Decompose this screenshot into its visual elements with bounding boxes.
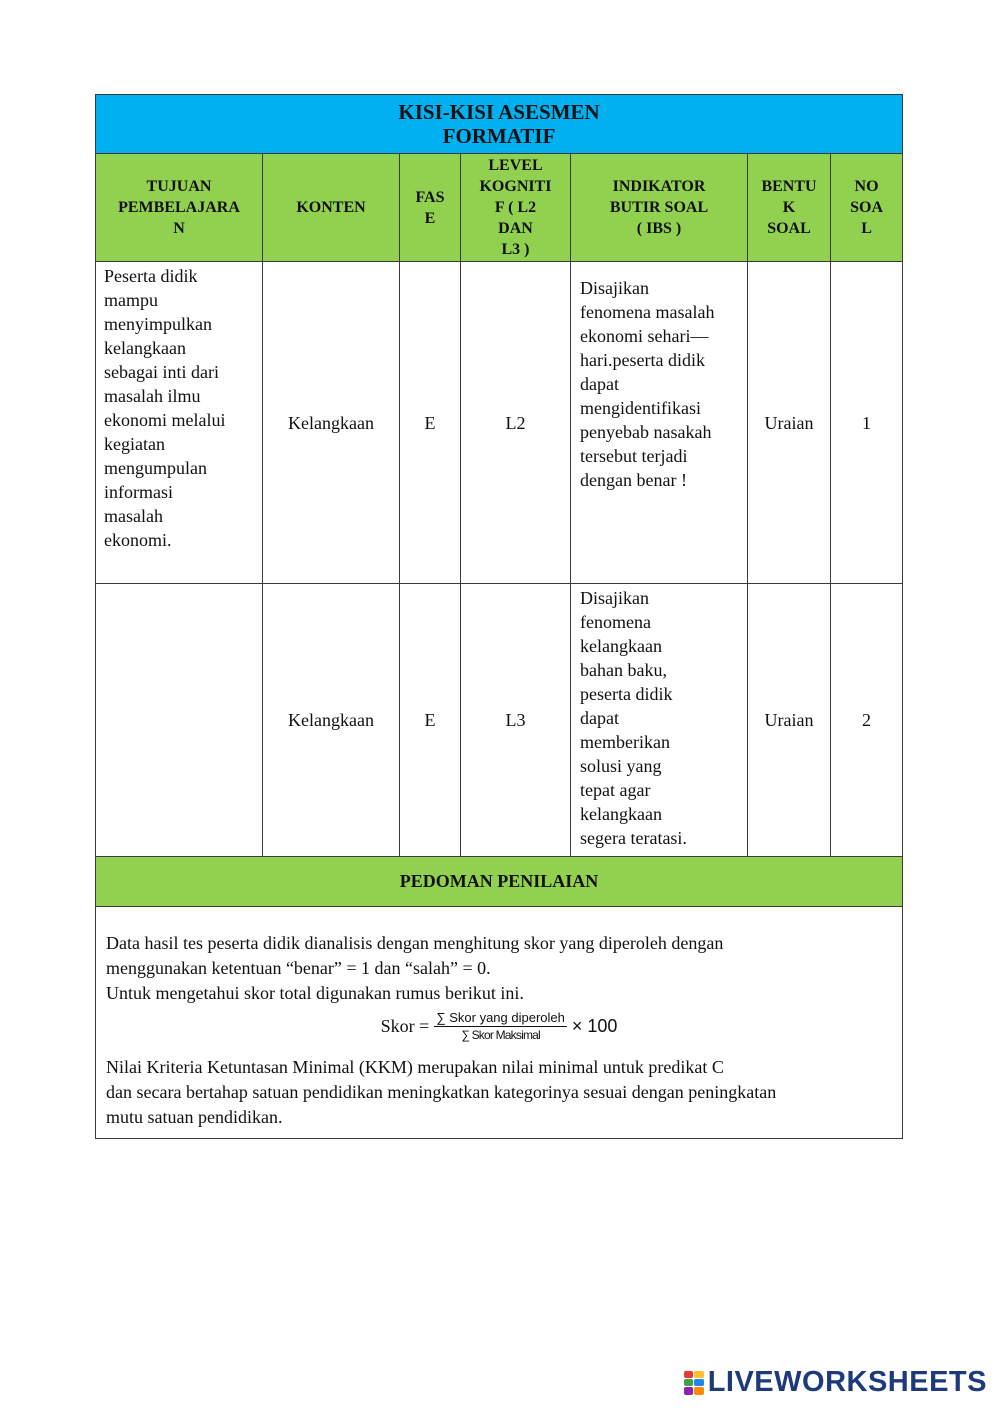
text-line: mengidentifikasi (580, 398, 701, 418)
text-line: ekonomi melalui (104, 410, 226, 430)
text-line: fenomena (580, 612, 651, 632)
text-line: menggunakan ketentuan “benar” = 1 dan “salah” = 0. (106, 958, 491, 978)
text-line: dapat (580, 708, 619, 728)
text-line: N (173, 220, 185, 237)
row-1-fase: E (400, 262, 461, 584)
header-indikator (571, 154, 748, 262)
text-line: L (861, 220, 872, 237)
text-line: KONTEN (296, 199, 366, 216)
text-line: bahan baku, (580, 660, 667, 680)
text-line: SOAL (767, 220, 811, 237)
text-line: Nilai Kriteria Ketuntasan Minimal (KKM) merupakan nilai minimal untuk predikat C (106, 1057, 724, 1077)
title-line-1: KISI-KISI ASESMEN (398, 100, 600, 124)
table-title (96, 95, 903, 154)
row-1-indikator (571, 262, 748, 584)
row-2-indikator (571, 584, 748, 857)
row-2-konten: Kelangkaan (263, 584, 400, 857)
row-2-bentuk: Uraian (748, 584, 831, 857)
header-tujuan (96, 154, 263, 262)
row-2-level: L3 (461, 584, 571, 857)
text-line: penyebab nasakah (580, 422, 712, 442)
text-line: DAN (498, 220, 533, 237)
text-line: kelangkaan (580, 636, 662, 656)
header-row (96, 154, 903, 262)
pedoman-body (96, 907, 903, 1139)
logo-tile (684, 1371, 694, 1378)
logo-tile (684, 1387, 694, 1394)
assessment-grid-sheet (95, 94, 902, 1139)
text-line: F ( L2 (494, 199, 537, 216)
text-line: INDIKATOR (612, 178, 706, 195)
header-level (461, 154, 571, 262)
row-2-no: 2 (831, 584, 903, 857)
text-line: dan secara bertahap satuan pendidikan meningkatkan kategorinya sesuai dengan peningkatan (106, 1082, 777, 1102)
text-line: KOGNITI (479, 178, 552, 195)
text-line: K (782, 199, 796, 216)
text-line: Peserta didik (104, 266, 198, 286)
pedoman-title: PEDOMAN PENILAIAN (96, 857, 903, 907)
text-line: segera teratasi. (580, 828, 687, 848)
text-line: memberikan (580, 732, 670, 752)
text-line: mengumpulan (104, 458, 207, 478)
pedoman-paragraph-1 (106, 931, 892, 1006)
text-line: ekonomi. (104, 530, 172, 550)
score-formula (106, 1010, 892, 1043)
liveworksheets-logo-icon (684, 1371, 704, 1395)
header-fase (400, 154, 461, 262)
text-line: Disajikan (580, 278, 649, 298)
header-konten (263, 154, 400, 262)
kisi-kisi-table (95, 94, 903, 1139)
text-line: Data hasil tes peserta didik dianalisis dengan menghitung skor yang diperoleh dengan (106, 933, 724, 953)
text-line: masalah (104, 506, 163, 526)
brand-text: LIVEWORKSHEETS (707, 1366, 987, 1398)
header-bentuk (748, 154, 831, 262)
text-line: ( IBS ) (636, 220, 682, 237)
text-line: TUJUAN (146, 178, 212, 195)
text-line: solusi yang (580, 756, 662, 776)
text-line: mutu satuan pendidikan. (106, 1107, 283, 1127)
table-row (96, 262, 903, 584)
text-line: LEVEL (488, 157, 543, 174)
table-row (96, 584, 903, 857)
formula-multiplier: × 100 (571, 1016, 618, 1036)
title-line-2: FORMATIF (442, 124, 556, 148)
text-line: fenomena masalah (580, 302, 715, 322)
text-line: FAS (415, 188, 445, 206)
text-line: menyimpulkan (104, 314, 212, 334)
text-line: hari.peserta didik (580, 350, 705, 370)
liveworksheets-brand[interactable] (684, 1366, 987, 1399)
text-line: tersebut terjadi (580, 446, 688, 466)
text-line: kegiatan (104, 434, 165, 454)
formula-numerator: ∑ Skor yang diperoleh (436, 1010, 565, 1025)
text-line: L3 ) (501, 241, 530, 258)
formula-denominator: ∑ Skor Maksimal (461, 1028, 540, 1042)
row-1-konten: Kelangkaan (263, 262, 400, 584)
text-line: mampu (104, 290, 158, 310)
header-no (831, 154, 903, 262)
text-line: SOA (850, 199, 883, 216)
pedoman-paragraph-2 (106, 1055, 892, 1130)
text-line: Disajikan (580, 588, 649, 608)
text-line: dapat (580, 374, 619, 394)
text-line: kelangkaan (580, 804, 662, 824)
text-line: PEMBELAJARA (118, 199, 240, 216)
logo-tile (684, 1379, 694, 1386)
logo-tile (694, 1387, 704, 1394)
text-line: Untuk mengetahui skor total digunakan rumus berikut ini. (106, 983, 524, 1003)
text-line: dengan benar ! (580, 470, 687, 490)
logo-tile (694, 1379, 704, 1386)
text-line: BENTU (761, 178, 817, 195)
row-1-level: L2 (461, 262, 571, 584)
row-1-no: 1 (831, 262, 903, 584)
text-line: kelangkaan (104, 338, 186, 358)
text-line: peserta didik (580, 684, 673, 704)
formula-lhs: Skor = (380, 1016, 430, 1036)
formula-fraction (434, 1010, 567, 1043)
row-1-tujuan (96, 262, 263, 584)
row-2-tujuan (96, 584, 263, 857)
logo-tile (694, 1371, 704, 1378)
row-2-fase: E (400, 584, 461, 857)
text-line: sebagai inti dari (104, 362, 219, 382)
row-1-bentuk: Uraian (748, 262, 831, 584)
text-line: E (424, 209, 436, 227)
text-line: BUTIR SOAL (609, 199, 709, 216)
text-line: NO (854, 178, 879, 195)
text-line: masalah ilmu (104, 386, 201, 406)
text-line: informasi (104, 482, 173, 502)
text-line: tepat agar (580, 780, 651, 800)
text-line: ekonomi sehari— (580, 326, 709, 346)
